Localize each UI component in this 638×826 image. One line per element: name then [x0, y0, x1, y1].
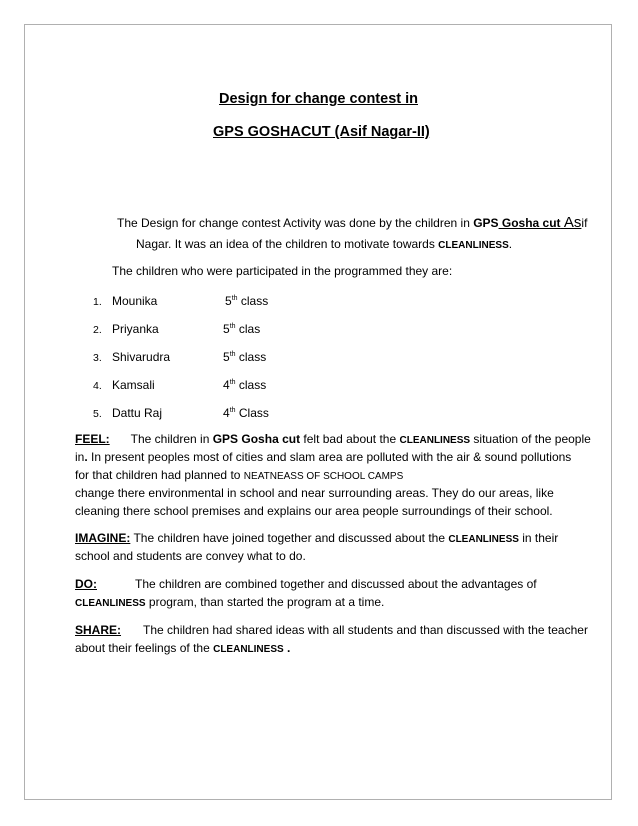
participant-class [223, 376, 266, 394]
feel-label: FEEL: [75, 432, 110, 446]
share-text: about their feelings of the [75, 641, 214, 655]
period: . [283, 641, 291, 655]
ordinal-suffix: th [229, 379, 236, 386]
cleanliness-keyword: CLEANLINESS [75, 598, 146, 609]
title-line-1: Design for change contest in [219, 91, 418, 107]
class-label: class [235, 378, 267, 392]
feel-line-2 [75, 448, 571, 466]
intro-line-2 [136, 235, 512, 255]
imagine-text: The children have joined together and discussed about the [130, 531, 449, 545]
feel-line-1 [75, 430, 591, 450]
participants-intro: The children who were participated in the programmed they are: [112, 264, 453, 278]
participant-number: 5. [93, 408, 102, 420]
asif-large-text: As [560, 214, 582, 231]
do-line-1 [75, 575, 537, 593]
school-name: GPS Gosha cut [212, 432, 301, 446]
feel-line-4: change there environmental in school and near surrounding areas. They do our areas, like [75, 486, 554, 500]
participant-class [225, 292, 268, 310]
participant-name: Priyanka [112, 322, 159, 336]
participant-class [223, 348, 266, 366]
class-label: class [235, 350, 267, 364]
feel-text: situation of the people [470, 432, 591, 446]
do-line-2 [75, 593, 384, 613]
do-label: DO: [75, 577, 97, 591]
participant-name: Mounika [112, 294, 158, 308]
participant-number: 3. [93, 352, 102, 364]
participant-name: Shivarudra [112, 350, 171, 364]
participant-number: 1. [93, 296, 102, 308]
school-name-gosha-cut: Gosha cut [498, 216, 561, 230]
do-text: The children are combined together and discussed about the advantages of [135, 577, 537, 591]
class-number: 5 [223, 322, 230, 336]
class-number: 5 [223, 350, 230, 364]
participant-number: 4. [93, 380, 102, 392]
share-line-2 [75, 639, 290, 659]
neatness-keyword: NEATNEASS OF SCHOOL CAMPS [243, 471, 404, 482]
title-line-2: GPS GOSHACUT (Asif Nagar-II) [213, 124, 430, 140]
class-label: Class [235, 406, 269, 420]
period: . [508, 237, 513, 251]
do-text: program, than started the program at a time. [145, 595, 385, 609]
participant-class [223, 320, 260, 338]
asif-suffix: if [581, 216, 588, 230]
feel-text: The children in [130, 432, 213, 446]
imagine-label: IMAGINE: [75, 531, 131, 545]
participant-name: Kamsali [112, 378, 155, 392]
class-label: clas [235, 322, 261, 336]
intro-text: The Design for change contest Activity was done by the children in [117, 216, 474, 230]
participant-name: Dattu Raj [112, 406, 163, 420]
feel-text: felt bad about the [300, 432, 400, 446]
imagine-line-2: school and students are convey what to do. [75, 549, 306, 563]
feel-text: for that children had planned to [75, 468, 244, 482]
cleanliness-keyword: CLEANLINESS [438, 240, 509, 251]
participant-number: 2. [93, 324, 102, 336]
class-number: 4 [223, 406, 230, 420]
ordinal-suffix: th [231, 295, 238, 302]
imagine-text: in their [518, 531, 559, 545]
share-line-1 [75, 621, 588, 639]
cleanliness-keyword: CLEANLINESS [399, 435, 471, 446]
school-name-gps: GPS [473, 216, 499, 230]
ordinal-suffix: th [229, 323, 236, 330]
ordinal-suffix: th [229, 407, 236, 414]
participant-class [223, 404, 269, 422]
period: . [84, 450, 88, 464]
feel-line-3 [75, 466, 403, 486]
share-text: The children had shared ideas with all students and than discussed with the teacher [143, 623, 588, 637]
feel-line-5: cleaning there school premises and explains our area people surroundings of their school. [75, 504, 553, 518]
intro-line-1 [117, 214, 587, 232]
ordinal-suffix: th [229, 351, 236, 358]
feel-text: In present peoples most of cities and slam area are polluted with the air & sound pollutions [87, 450, 572, 464]
intro-text-2: Nagar. It was an idea of the children to motivate towards [136, 237, 439, 251]
cleanliness-keyword: CLEANLINESS [448, 534, 519, 545]
share-label: SHARE: [75, 623, 122, 637]
class-number: 5 [225, 294, 232, 308]
class-number: 4 [223, 378, 230, 392]
cleanliness-keyword: CLEANLINESS [213, 644, 284, 655]
imagine-line-1 [75, 529, 558, 549]
feel-text: in [75, 450, 85, 464]
class-label: class [237, 294, 269, 308]
